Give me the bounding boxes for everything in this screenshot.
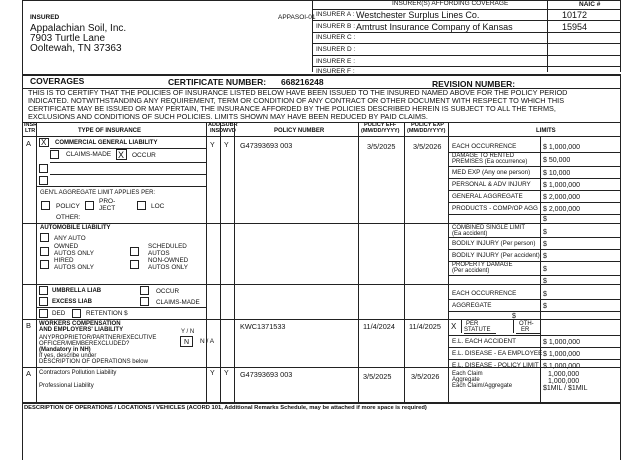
limit-value: $ xyxy=(512,313,516,320)
certificate-page xyxy=(22,0,620,460)
limit-rule xyxy=(448,275,620,276)
limit-label: PREMISES (Ea occurrence) xyxy=(452,159,528,165)
right-border xyxy=(620,74,621,460)
wc-limit-divider xyxy=(513,319,514,333)
limit-rule xyxy=(448,299,620,300)
row-rule xyxy=(22,319,620,320)
col-line xyxy=(540,136,541,402)
policy-number-header: POLICY NUMBER xyxy=(274,128,325,134)
limit-rule xyxy=(448,347,620,348)
hired-checkbox[interactable] xyxy=(40,260,49,269)
insurer-a-label: INSURER A : xyxy=(316,11,355,18)
agg-applies-label: GEN'L AGGREGATE LIMIT APPLIES PER: xyxy=(40,190,156,196)
pollution-limit-label: Each Claim xyxy=(452,371,483,377)
limit-value: $ 2,000,000 xyxy=(543,206,580,213)
hired-label: AUTOS ONLY xyxy=(54,264,95,271)
umbrella-claims-made-label: CLAIMS-MADE xyxy=(156,299,200,306)
pollution-limit-value: $1MIL / $1MIL xyxy=(543,385,588,392)
excess-checkbox[interactable] xyxy=(39,297,48,306)
ded-checkbox[interactable] xyxy=(39,309,48,318)
limit-value: $ xyxy=(543,229,547,236)
insr-header: INSR xyxy=(24,122,38,128)
limit-label: AGGREGATE xyxy=(452,302,492,309)
limit-label: MED EXP (Any one person) xyxy=(452,169,531,176)
wvd-header: WVD xyxy=(223,128,236,134)
producer-code: APPASOI-01 xyxy=(278,14,316,21)
coverages-title: COVERAGES xyxy=(30,76,85,86)
limit-value: $ 10,000 xyxy=(543,170,571,177)
insurer-rule xyxy=(312,55,620,56)
umbrella-occur-label: OCCUR xyxy=(156,288,180,295)
insured-city: Ooltewah, TN 37363 xyxy=(30,43,122,54)
revision-number-label: REVISION NUMBER: xyxy=(432,79,516,89)
limit-label: E.L. EACH ACCIDENT xyxy=(452,338,517,345)
pollution-policy-number: G47393693 003 xyxy=(240,370,293,379)
limit-label: GENERAL AGGREGATE xyxy=(452,193,523,200)
col-line xyxy=(404,122,405,402)
limit-label: E.L. DISEASE - EA EMPLOYEE xyxy=(452,350,543,357)
limit-rule xyxy=(448,214,620,215)
scheduled-label: AUTOS xyxy=(148,250,170,257)
limit-value: $ xyxy=(543,241,547,248)
subr-header: SUBR xyxy=(222,122,238,128)
row-rule xyxy=(22,367,620,368)
limit-rule xyxy=(448,237,620,238)
pollution-type: Contractors Pollution Liability xyxy=(39,370,117,376)
wc-question: (Mandatory in NH) xyxy=(39,347,91,353)
naic-divider xyxy=(547,0,548,72)
per-statute-label: STATUTE xyxy=(464,327,491,333)
col-line xyxy=(36,122,37,402)
limit-label: (Ea accident) xyxy=(452,231,488,237)
exp-header: POLICY EXP xyxy=(411,122,444,128)
umbrella-rule xyxy=(36,307,206,308)
check-mark: X xyxy=(118,150,125,160)
ded-label: DED xyxy=(52,310,66,317)
limit-value: $ 50,000 xyxy=(543,157,571,164)
per-statute-label: PER xyxy=(466,321,479,327)
col-line xyxy=(358,122,359,402)
wc-policy-number: KWC1371533 xyxy=(240,322,286,331)
wc-title: WORKERS COMPENSATION xyxy=(39,321,121,327)
limit-label: COMBINED SINGLE LIMIT xyxy=(452,225,526,231)
insurer-b-label: INSURER B : xyxy=(316,23,356,30)
col-line xyxy=(220,122,221,402)
owned-label: OWNED xyxy=(54,243,79,250)
limit-value: $ xyxy=(543,253,547,260)
limit-label: BODILY INJURY (Per accident) xyxy=(452,252,540,259)
oth-label: ER xyxy=(521,327,530,333)
table-top-rule xyxy=(22,122,620,123)
insurer-d-label: INSURER D : xyxy=(316,46,356,53)
umbrella-label: UMBRELLA LIAB xyxy=(52,288,102,294)
limit-value: $ xyxy=(543,278,547,285)
any-auto-checkbox[interactable] xyxy=(40,233,49,242)
wc-answer-box[interactable] xyxy=(180,336,193,347)
limit-rule xyxy=(448,249,620,250)
retention-checkbox[interactable] xyxy=(72,309,81,318)
umbrella-checkbox[interactable] xyxy=(39,286,48,295)
limit-label: (Per accident) xyxy=(452,268,490,274)
ltr-header: LTR xyxy=(25,128,36,134)
gl-insurer-letter: A xyxy=(26,139,32,148)
limit-rule xyxy=(448,311,620,312)
insd-header: INSD xyxy=(210,128,224,134)
cert-text-line: CERTIFICATE MAY BE ISSUED OR MAY PERTAIN, THE INSURANCE AFFORDED BY THE POLICIES DESCRIBED HEREIN IS SUBJECT TO ALL THE TERMS, xyxy=(28,104,556,113)
owned-label: AUTOS ONLY xyxy=(54,250,95,257)
loc-checkbox[interactable] xyxy=(137,201,146,210)
col-line xyxy=(234,122,235,402)
limit-label: EACH OCCURRENCE xyxy=(452,143,517,150)
col-line xyxy=(206,122,207,402)
limit-rule xyxy=(448,178,620,179)
cert-text-line: THIS IS TO CERTIFY THAT THE POLICIES OF INSURANCE LISTED BELOW HAVE BEEN ISSUED TO THE INSURED NAMED ABOVE FOR THE POLICY PERIOD xyxy=(28,88,568,97)
wc-eff-date: 11/4/2024 xyxy=(363,322,395,331)
non-owned-label: AUTOS ONLY xyxy=(148,264,189,271)
addl-header: ADDL xyxy=(208,122,224,128)
wc-answer: N xyxy=(184,339,190,346)
insurer-rule xyxy=(312,66,620,67)
any-auto-label: ANY AUTO xyxy=(54,235,86,242)
right-border xyxy=(620,0,621,72)
section-rule xyxy=(22,402,620,404)
wc-question: DESCRIPTION OF OPERATIONS below xyxy=(39,359,148,365)
pollution-limit-value: 1,000,000 xyxy=(548,371,580,378)
project-checkbox[interactable] xyxy=(85,201,94,210)
pollution-exp-date: 3/5/2026 xyxy=(411,372,440,381)
wc-title: AND EMPLOYERS' LIABILITY xyxy=(39,327,124,333)
row-rule xyxy=(22,223,620,224)
limit-label: BODILY INJURY (Per person) xyxy=(452,240,536,247)
gl-rule xyxy=(36,186,206,187)
claims-made-checkbox[interactable] xyxy=(50,150,59,159)
auto-title: AUTOMOBILE LIABILITY xyxy=(40,225,111,231)
certificate-number: 668216248 xyxy=(281,77,324,87)
wc-question: ANYPROPRIETOR/PARTNER/EXECUTIVE xyxy=(39,335,157,341)
professional-type: Professional Liability xyxy=(39,383,94,389)
affording-header: INSURER(S) AFFORDING COVERAGE xyxy=(392,0,509,7)
limit-value: $ 1,000,000 xyxy=(543,182,580,189)
wc-exp-date: 11/4/2025 xyxy=(409,322,441,331)
wc-limit-rule xyxy=(516,333,540,334)
pollution-subr: Y xyxy=(224,370,229,377)
insurer-divider xyxy=(312,0,313,72)
umbrella-claims-made-checkbox[interactable] xyxy=(140,297,149,306)
occur-checkbox[interactable] xyxy=(116,149,127,160)
description-label: DESCRIPTION OF OPERATIONS / LOCATIONS / VEHICLES (ACORD 101, Additional Remarks Schedule, may be attached if more space is required) xyxy=(24,405,427,411)
limit-value: $ xyxy=(543,291,547,298)
pollution-addl: Y xyxy=(210,370,215,377)
pollution-limit-label: Aggregate xyxy=(452,377,480,383)
limits-header: LIMITS xyxy=(536,128,556,134)
project-option: JECT xyxy=(99,205,116,212)
limit-rule xyxy=(448,359,620,360)
eff-format: (MM/DD/YYYY) xyxy=(361,128,400,134)
row-rule xyxy=(22,284,620,285)
limit-value: $ 2,000,000 xyxy=(543,194,580,201)
limit-label: PROPERTY DAMAGE xyxy=(452,262,513,268)
certificate-number-label: CERTIFICATE NUMBER: xyxy=(168,77,267,87)
gl-policy-number: G47393693 003 xyxy=(240,141,293,150)
wc-yn-label: Y / N xyxy=(181,329,195,335)
retention-label: RETENTION $ xyxy=(86,310,128,317)
limit-label: DAMAGE TO RENTED xyxy=(452,153,515,159)
check-mark: X xyxy=(41,138,47,147)
limit-value: $ xyxy=(543,266,547,273)
insurer-b-name: Amtrust Insurance Company of Kansas xyxy=(356,22,513,32)
oth-label: OTH- xyxy=(519,321,534,327)
scheduled-label: SCHEDULED xyxy=(148,243,187,250)
claims-made-label: CLAIMS-MADE xyxy=(66,151,112,158)
gl-rule xyxy=(50,174,206,175)
policy-option: POLICY xyxy=(56,203,80,210)
insurer-a-name: Westchester Surplus Lines Co. xyxy=(356,10,480,20)
non-owned-label: NON-OWNED xyxy=(148,257,189,264)
insured-street: 7903 Turtle Lane xyxy=(30,33,106,44)
wc-limit-rule xyxy=(464,333,496,334)
gl-rule xyxy=(50,162,206,163)
limit-label: E.L. DISEASE - POLICY LIMIT xyxy=(452,362,539,369)
gl-rule xyxy=(50,148,206,149)
top-rule xyxy=(22,0,620,1)
insurer-e-label: INSURER E : xyxy=(316,58,356,65)
gl-title: COMMERCIAL GENERAL LIABILITY xyxy=(55,140,158,146)
eff-header: POLICY EFF xyxy=(364,122,397,128)
non-owned-checkbox[interactable] xyxy=(130,260,139,269)
limit-value: $ 1,000,000 xyxy=(543,351,580,358)
wc-na: N / A xyxy=(200,338,215,345)
wc-limit-divider xyxy=(461,319,462,333)
gl-blank-checkbox[interactable] xyxy=(39,164,48,173)
occur-label: OCCUR xyxy=(132,152,156,159)
limit-rule xyxy=(448,190,620,191)
section-rule xyxy=(22,74,620,76)
insurer-rule xyxy=(312,43,620,44)
gl-checkbox[interactable] xyxy=(39,138,49,147)
insured-label: INSURED xyxy=(30,14,60,21)
pollution-limit-label: Each Claim/Aggregate xyxy=(452,383,513,389)
cert-text-line: EXCLUSIONS AND CONDITIONS OF SUCH POLICIES. LIMITS SHOWN MAY HAVE BEEN REDUCED BY PAID CLAIMS. xyxy=(28,112,428,121)
wc-insurer-letter: B xyxy=(26,321,32,330)
insurer-rule xyxy=(312,20,620,21)
other-label: OTHER: xyxy=(56,214,81,221)
loc-option: LOC xyxy=(151,203,165,210)
pollution-eff-date: 3/5/2025 xyxy=(363,372,392,381)
header-rule xyxy=(22,136,620,137)
limit-label: PRODUCTS - COMP/OP AGG xyxy=(452,205,538,212)
limit-rule xyxy=(448,335,620,336)
gl-eff-date: 3/5/2025 xyxy=(367,142,396,151)
umbrella-occur-checkbox[interactable] xyxy=(140,286,149,295)
pollution-limit-value: 1,000,000 xyxy=(548,378,580,385)
exp-format: (MM/DD/YYYY) xyxy=(407,128,446,134)
gl-addl: Y xyxy=(210,142,215,149)
naic-header: NAIC # xyxy=(579,1,601,8)
limit-value: $ xyxy=(543,216,547,223)
per-statute-check: X xyxy=(451,322,457,331)
insurer-f-label: INSURER F : xyxy=(316,68,355,75)
gl-blank-checkbox[interactable] xyxy=(39,176,48,185)
limit-rule xyxy=(448,202,620,203)
wc-question: If yes, describe under xyxy=(39,353,97,359)
hired-label: HIRED xyxy=(54,257,74,264)
project-option: PRO- xyxy=(99,198,116,205)
limit-value: $ xyxy=(543,303,547,310)
insurer-b-naic: 15954 xyxy=(562,22,588,32)
limit-label: EACH OCCURRENCE xyxy=(452,290,517,297)
pollution-insurer-letter: A xyxy=(26,369,32,378)
insured-name: Appalachian Soil, Inc. xyxy=(30,23,127,34)
left-border xyxy=(22,0,23,460)
gl-exp-date: 3/5/2026 xyxy=(413,142,442,151)
wc-question: OFFICER/MEMBEREXCLUDED? xyxy=(39,341,130,347)
type-header: TYPE OF INSURANCE xyxy=(78,128,142,134)
insurer-c-label: INSURER C : xyxy=(316,34,356,41)
scheduled-checkbox[interactable] xyxy=(130,247,139,256)
cert-text-line: INDICATED. NOTWITHSTANDING ANY REQUIREMENT, TERM OR CONDITION OF ANY CONTRACT OR OTHER DOCUMENT WITH RESPECT TO WHICH THIS xyxy=(28,96,565,105)
limit-rule xyxy=(448,166,620,167)
owned-checkbox[interactable] xyxy=(40,247,49,256)
excess-label: EXCESS LIAB xyxy=(52,299,93,305)
insurer-a-naic: 10172 xyxy=(562,10,588,20)
col-line xyxy=(448,122,449,402)
limit-value: $ 1,000,000 xyxy=(543,363,580,370)
insurer-rule xyxy=(312,32,620,33)
gl-subr: Y xyxy=(224,142,229,149)
limit-value: $ 1,000,000 xyxy=(543,339,580,346)
limit-label: PERSONAL & ADV INJURY xyxy=(452,181,531,188)
policy-checkbox[interactable] xyxy=(41,201,50,210)
limit-value: $ 1,000,000 xyxy=(543,144,580,151)
